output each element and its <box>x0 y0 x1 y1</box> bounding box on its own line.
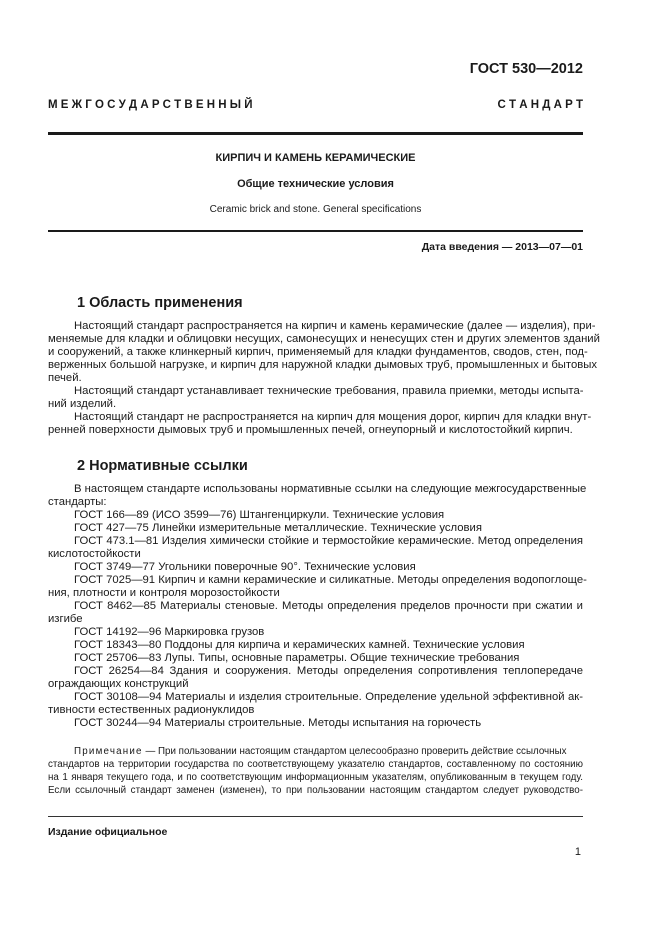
note-line: стандартов на территории государства по соответствующему указателю стандартов, составленному по состоянию <box>48 759 583 770</box>
document-title: КИРПИЧ И КАМЕНЬ КЕРАМИЧЕСКИЕ <box>215 152 416 164</box>
note-first-line <box>48 745 583 758</box>
note-line: на 1 января текущего года, и по соответствующим информационным указателям, опубликованным в текущем году. <box>48 772 583 783</box>
reference-item: ГОСТ 3749—77 Угольники поверочные 90°. Технические условия <box>74 561 416 573</box>
interstate-standard-banner <box>48 99 583 111</box>
text-line: Настоящий стандарт устанавливает технические требования, правила приемки, методы испыта- <box>74 385 584 397</box>
text-line: ний изделий. <box>48 398 117 410</box>
reference-item: ГОСТ 14192—96 Маркировка грузов <box>74 626 265 638</box>
text-line: печей. <box>48 372 82 384</box>
section-heading-scope: 1 Область применения <box>77 295 243 311</box>
text-line: Настоящий стандарт не распространяется на кирпич для мощения дорог, кирпич для кладки внут- <box>74 411 592 423</box>
text-line: верженных большой нагрузке, и кирпич для наружной кладки дымовых труб, промышленных и бытовых <box>48 359 598 371</box>
official-edition-label: Издание официальное <box>48 826 168 838</box>
page-number: 1 <box>574 846 581 858</box>
reference-item: ГОСТ 26254—84 Здания и сооружения. Методы определения сопротивления теплопередаче <box>74 665 583 677</box>
text-line: ния, плотности и контроля морозостойкости <box>48 587 280 599</box>
document-code: ГОСТ 530—2012 <box>469 61 583 77</box>
text-line: Настоящий стандарт распространяется на кирпич и камень керамические (далее — изделия), при- <box>74 320 596 332</box>
english-title: Ceramic brick and stone. General specifications <box>209 204 422 215</box>
text-line: и сооружений, а также клинкерный кирпич, применяемый для кладки фундаментов, сводов, стен, под- <box>48 346 588 358</box>
reference-item: ГОСТ 30108—94 Материалы и изделия строительные. Определение удельной эффективной ак- <box>74 691 583 703</box>
banner-word-standard: С Т А Н Д А Р Т <box>497 99 583 111</box>
reference-item: ГОСТ 18343—80 Поддоны для кирпича и керамических камней. Технические условия <box>74 639 525 651</box>
note-text: — При пользовании настоящим стандартом целесообразно проверить действие ссылочных <box>142 746 567 757</box>
reference-item: ГОСТ 25706—83 Лупы. Типы, основные параметры. Общие технические требования <box>74 652 520 664</box>
footer-rule <box>48 816 583 817</box>
reference-item: ГОСТ 30244—94 Материалы строительные. Методы испытания на горючесть <box>74 717 482 729</box>
text-line: ренней поверхности дымовых труб и промышленных печей, огнеупорный и кислотостойкий кирпич. <box>48 424 573 436</box>
text-line: В настоящем стандарте использованы нормативные ссылки на следующие межгосударственные <box>74 483 587 495</box>
reference-item: ГОСТ 427—75 Линейки измерительные металлические. Технические условия <box>74 522 482 534</box>
reference-item: ГОСТ 166—89 (ИСО 3599—76) Штангенциркули. Технические условия <box>74 509 445 521</box>
title-rule <box>48 230 583 232</box>
section-references-body <box>48 483 587 730</box>
reference-item: ГОСТ 7025—91 Кирпич и камни керамические и силикатные. Методы определения водопоглоще- <box>74 574 587 586</box>
note-label: Примечание <box>74 746 143 757</box>
text-line: кислотостойкости <box>48 548 141 560</box>
section-heading-references: 2 Нормативные ссылки <box>77 458 248 474</box>
document-subtitle: Общие технические условия <box>237 178 394 190</box>
reference-item: ГОСТ 473.1—81 Изделия химически стойкие и термостойкие керамические. Метод определения <box>74 535 583 547</box>
header-rule <box>48 132 583 135</box>
note-line: Если ссылочный стандарт заменен (изменен), то при пользовании настоящим стандартом следует руководство- <box>48 785 583 796</box>
text-line: изгибе <box>48 613 83 625</box>
introduction-date: Дата введения — 2013—07—01 <box>421 241 583 253</box>
text-line: тивности естественных радионуклидов <box>48 704 255 716</box>
reference-item: ГОСТ 8462—85 Материалы стеновые. Методы определения пределов прочности при сжатии и <box>74 600 583 612</box>
banner-word-interstate: М Е Ж Г О С У Д А Р С Т В Е Н Н Ы Й <box>48 99 253 111</box>
section-scope-body <box>48 320 600 437</box>
text-line: меняемые для кладки и облицовки несущих, самонесущих и ненесущих стен и других элементов зданий <box>48 333 600 345</box>
text-line: стандарты: <box>48 496 107 508</box>
text-line: ограждающих конструкций <box>48 678 189 690</box>
note-block <box>48 745 583 797</box>
